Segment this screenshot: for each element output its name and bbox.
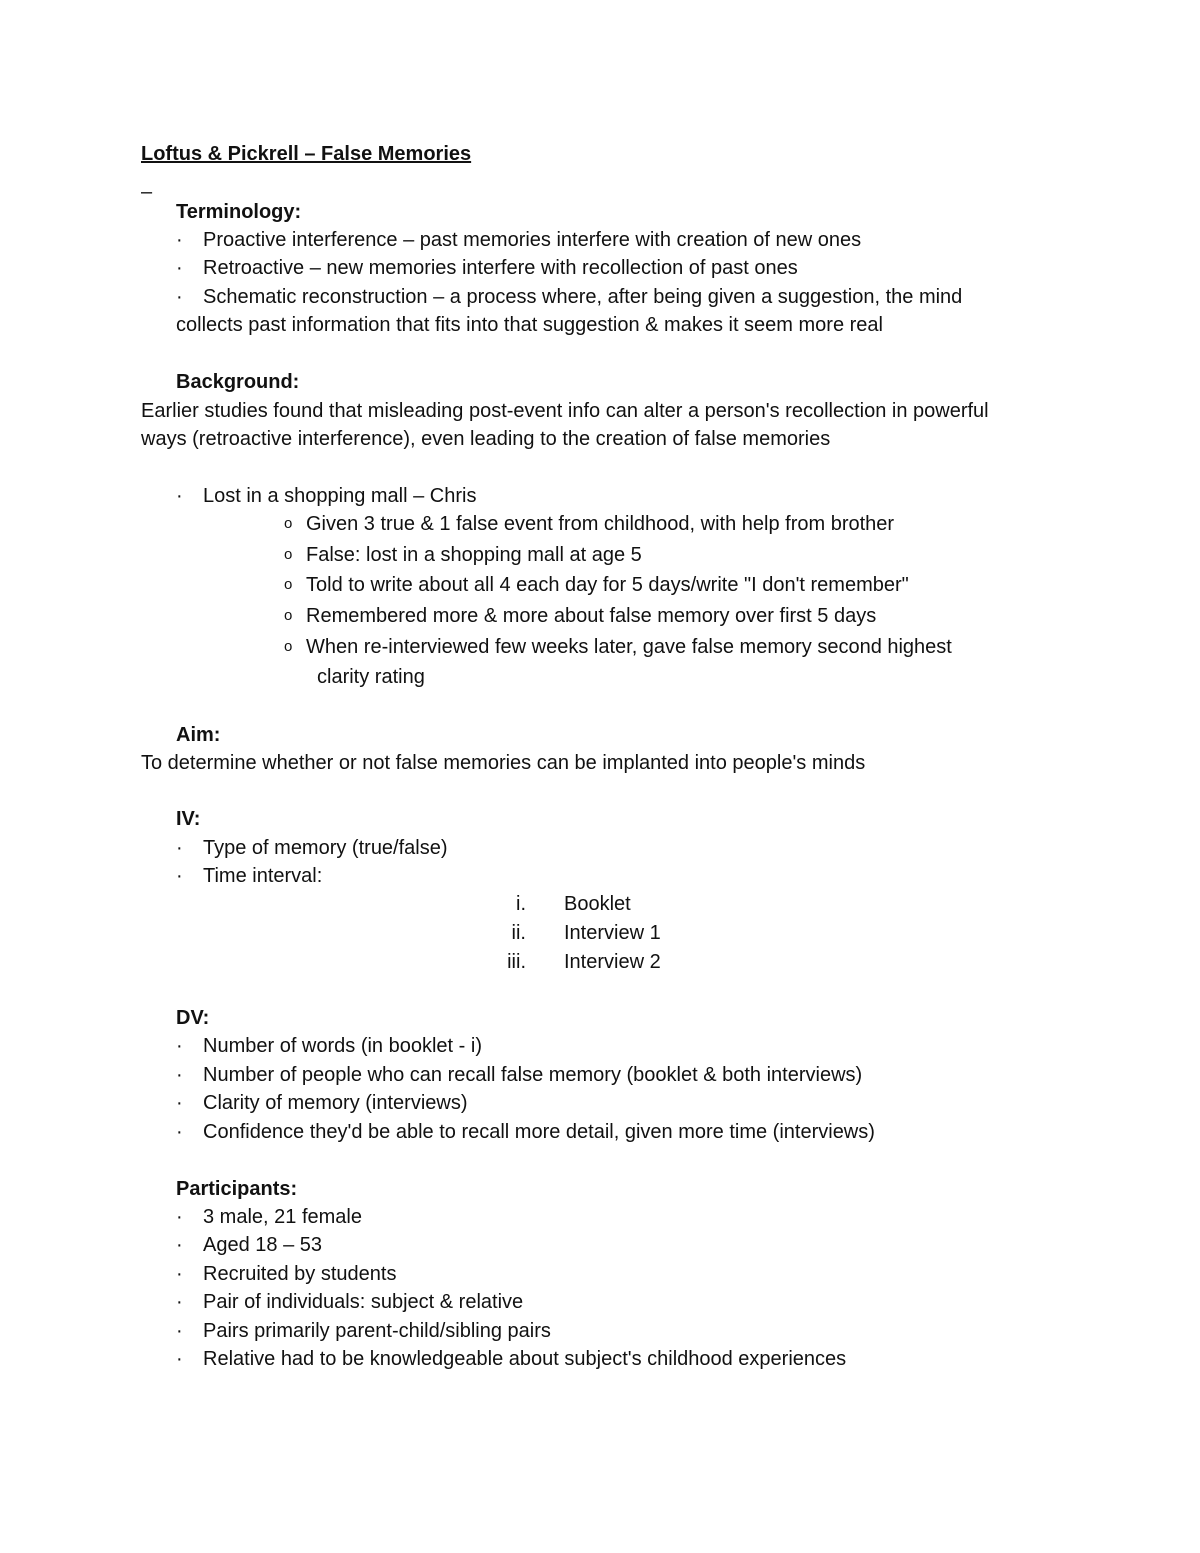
roman-numeral: iii.	[507, 951, 526, 973]
terminology-item: · Schematic reconstruction – a process where, after being given a suggestion, the mind	[176, 283, 962, 311]
page-title: Loftus & Pickrell – False Memories	[141, 143, 472, 165]
bullet-icon: ·	[176, 257, 183, 279]
circle-bullet-icon: o	[284, 638, 293, 655]
circle-bullet-icon: o	[284, 515, 293, 532]
bullet-icon: ·	[176, 1064, 183, 1086]
sub-list-item: o False: lost in a shopping mall at age 5	[284, 541, 642, 569]
sub-list-item: o When re-interviewed few weeks later, gave false memory second highest	[284, 633, 952, 661]
dv-item: · Number of people who can recall false memory (booklet & both interviews)	[176, 1061, 862, 1089]
bullet-icon: ·	[176, 1035, 183, 1057]
bullet-icon: ·	[176, 1291, 183, 1313]
roman-list-item: i. Booklet	[486, 890, 631, 918]
participants-item: · Aged 18 – 53	[176, 1231, 322, 1259]
background-heading: Background:	[176, 371, 300, 393]
participants-item: · Pair of individuals: subject & relative	[176, 1288, 523, 1316]
roman-list-item: iii. Interview 2	[486, 948, 661, 976]
sub-list-item: o Given 3 true & 1 false event from childhood, with help from brother	[284, 510, 894, 538]
bullet-icon: ·	[176, 229, 183, 251]
circle-bullet-icon: o	[284, 607, 293, 624]
terminology-continuation: collects past information that fits into that suggestion & makes it seem more real	[176, 314, 883, 336]
bullet-icon: ·	[176, 1092, 183, 1114]
participants-item: · Relative had to be knowledgeable about subject's childhood experiences	[176, 1345, 846, 1373]
bullet-icon: ·	[176, 1263, 183, 1285]
bullet-icon: ·	[176, 1121, 183, 1143]
dv-heading: DV:	[176, 1007, 210, 1029]
roman-list-item: ii. Interview 1	[486, 919, 661, 947]
terminology-heading: Terminology:	[176, 201, 302, 223]
participants-heading: Participants:	[176, 1178, 298, 1200]
bullet-icon: ·	[176, 1348, 183, 1370]
sub-list-item: o Remembered more & more about false memory over first 5 days	[284, 602, 876, 630]
background-line: ways (retroactive interference), even leading to the creation of false memories	[141, 428, 831, 450]
dash-mark: –	[141, 181, 153, 203]
iv-item: · Type of memory (true/false)	[176, 834, 448, 862]
circle-bullet-icon: o	[284, 576, 293, 593]
bullet-icon: ·	[176, 1206, 183, 1228]
sub-list-continuation: clarity rating	[317, 666, 425, 688]
dv-item: · Number of words (in booklet - i)	[176, 1032, 482, 1060]
sub-list-item: o Told to write about all 4 each day for 5 days/write "I don't remember"	[284, 571, 909, 599]
iv-heading: IV:	[176, 808, 201, 830]
dv-item: · Clarity of memory (interviews)	[176, 1089, 467, 1117]
circle-bullet-icon: o	[284, 546, 293, 563]
terminology-item: · Proactive interference – past memories interfere with creation of new ones	[176, 226, 861, 254]
participants-item: · Pairs primarily parent-child/sibling pairs	[176, 1317, 551, 1345]
bullet-icon: ·	[176, 485, 183, 507]
participants-item: · 3 male, 21 female	[176, 1203, 362, 1231]
bullet-icon: ·	[176, 1320, 183, 1342]
iv-item: · Time interval:	[176, 862, 322, 890]
bullet-icon: ·	[176, 865, 183, 887]
participants-item: · Recruited by students	[176, 1260, 396, 1288]
aim-heading: Aim:	[176, 724, 221, 746]
dv-item: · Confidence they'd be able to recall more detail, given more time (interviews)	[176, 1118, 875, 1146]
roman-numeral: i.	[516, 893, 526, 915]
background-bullet: · Lost in a shopping mall – Chris	[176, 482, 476, 510]
terminology-item: · Retroactive – new memories interfere with recollection of past ones	[176, 254, 798, 282]
bullet-icon: ·	[176, 286, 183, 308]
background-line: Earlier studies found that misleading post-event info can alter a person's recollection in powerful	[141, 400, 989, 422]
aim-text: To determine whether or not false memories can be implanted into people's minds	[141, 752, 866, 774]
roman-numeral: ii.	[511, 922, 526, 944]
bullet-icon: ·	[176, 837, 183, 859]
bullet-icon: ·	[176, 1234, 183, 1256]
